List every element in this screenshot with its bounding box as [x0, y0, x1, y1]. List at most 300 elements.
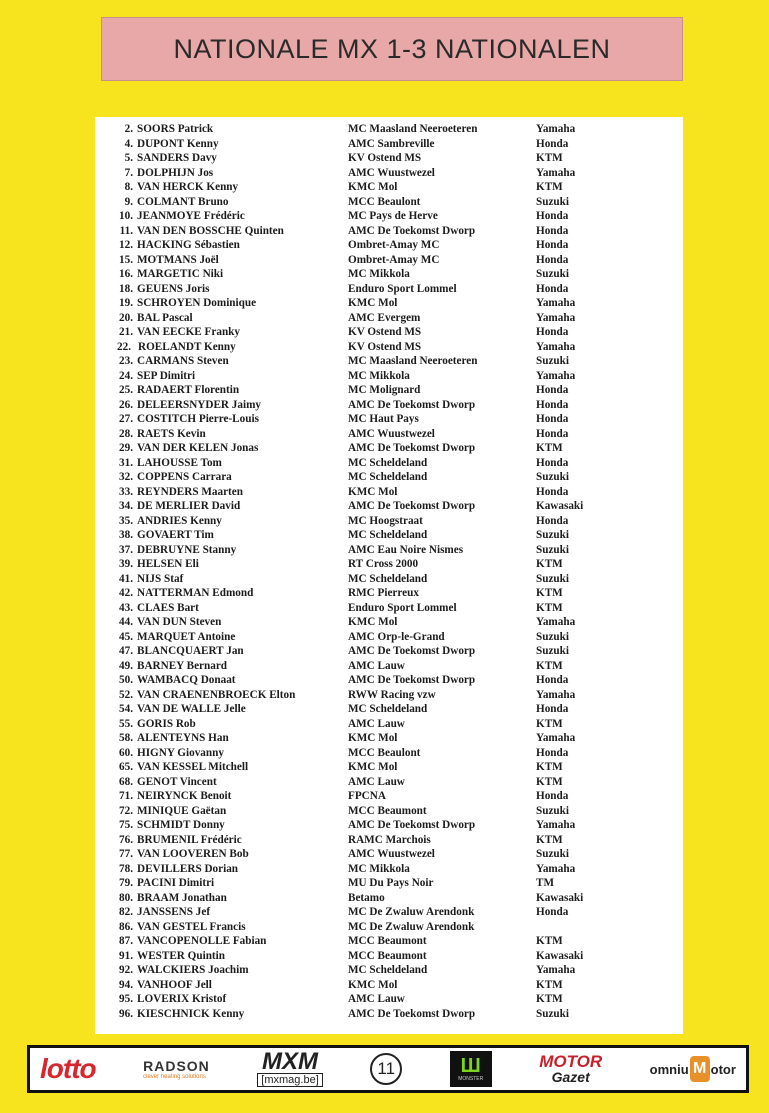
- rider-club: MU Du Pays Noir: [348, 877, 434, 889]
- rider-club: Enduro Sport Lommel: [348, 601, 457, 614]
- rider-name: DOLPHIJN Jos: [137, 166, 214, 179]
- rider-club: MC Molignard: [348, 384, 421, 396]
- rider-number: 7.: [124, 166, 133, 179]
- rider-row: [95, 673, 683, 688]
- rider-name: JANSSENS Jef: [137, 906, 211, 918]
- rider-row: [95, 731, 683, 746]
- rider-list-sheet: [95, 117, 683, 1034]
- page-title: NATIONALE MX 1-3 NATIONALEN: [173, 33, 611, 64]
- rider-row: [95, 325, 683, 340]
- rider-number: 55.: [119, 717, 133, 730]
- rider-number: 87.: [119, 935, 133, 947]
- rider-name: HIGNY Giovanny: [137, 746, 224, 759]
- sponsor-bar: [27, 1045, 749, 1093]
- rider-number: 39.: [119, 558, 133, 570]
- rider-number: 43.: [119, 601, 133, 614]
- rider-name: LAHOUSSE Tom: [137, 456, 222, 469]
- rider-club: MC Maasland Neeroeteren: [348, 355, 478, 367]
- rider-row: [95, 949, 683, 964]
- rider-brand: Honda: [536, 282, 569, 295]
- rider-brand: Yamaha: [536, 616, 576, 628]
- omnium-motor-logo: [650, 1056, 736, 1082]
- rider-number: 35.: [119, 514, 133, 527]
- rider-row: [95, 934, 683, 949]
- rider-brand: Yamaha: [536, 166, 576, 179]
- rider-brand: KTM: [536, 181, 563, 193]
- rider-club: MCC Beaumont: [348, 935, 427, 947]
- rider-club: MC Mikkola: [348, 862, 410, 875]
- rider-row: [95, 1007, 683, 1022]
- rider-brand: KTM: [536, 442, 563, 454]
- rider-name: ANDRIES Kenny: [137, 514, 222, 527]
- rider-brand: Kawasaki: [536, 949, 584, 962]
- rider-brand: Honda: [536, 253, 569, 266]
- rider-brand: Kawasaki: [536, 891, 584, 904]
- rider-row: [95, 702, 683, 717]
- rider-brand: Yamaha: [536, 819, 576, 831]
- rider-club: MCC Beaumont: [348, 804, 427, 817]
- rider-club: AMC Orp-le-Grand: [348, 630, 445, 643]
- rider-row: [95, 209, 683, 224]
- rider-name: DELEERSNYDER Jaimy: [137, 398, 262, 411]
- rider-row: [95, 760, 683, 775]
- rider-name: GEUENS Joris: [137, 282, 210, 295]
- rider-brand: Suzuki: [536, 572, 569, 585]
- rider-row: [95, 441, 683, 456]
- rider-row: [95, 746, 683, 761]
- rider-brand: Honda: [536, 456, 569, 469]
- rider-list: [95, 122, 683, 1021]
- rider-row: [95, 717, 683, 732]
- rider-club: MC Maasland Neeroeteren: [348, 123, 478, 135]
- rider-club: MC De Zwaluw Arendonk: [348, 920, 475, 933]
- rider-number: 49.: [119, 659, 133, 672]
- rider-row: [95, 862, 683, 877]
- rider-number: 52.: [119, 688, 133, 701]
- rider-row: [95, 586, 683, 601]
- rider-number: 71.: [119, 790, 133, 802]
- rider-row: [95, 282, 683, 297]
- rider-row: [95, 557, 683, 572]
- rider-row: [95, 804, 683, 819]
- rider-club: AMC Evergem: [348, 311, 421, 324]
- rider-club: AMC De Toekomst Dworp: [348, 398, 476, 411]
- rider-brand: KTM: [536, 587, 563, 599]
- rider-club: MC Scheldeland: [348, 529, 428, 541]
- rider-name: NATTERMAN Edmond: [137, 587, 254, 599]
- rider-name: VANCOPENOLLE Fabian: [137, 935, 267, 947]
- rider-club: MC Haut Pays: [348, 413, 419, 425]
- rider-number: 68.: [119, 775, 133, 788]
- rider-brand: Yamaha: [536, 311, 576, 324]
- rider-name: SEP Dimitri: [137, 369, 196, 382]
- rider-row: [95, 891, 683, 906]
- rider-brand: Honda: [536, 224, 569, 237]
- rider-name: ROELANDT Kenny: [138, 340, 236, 353]
- rider-club: AMC De Toekomst Dworp: [348, 674, 476, 686]
- rider-name: GOVAERT Tim: [137, 529, 214, 541]
- rider-row: [95, 847, 683, 862]
- rider-club: MC Scheldeland: [348, 456, 428, 469]
- rider-brand: KTM: [536, 978, 563, 991]
- rider-club: KMC Mol: [348, 181, 398, 193]
- mxm-logo: [257, 1048, 322, 1087]
- rider-number: 95.: [119, 993, 133, 1005]
- rider-name: MARQUET Antoine: [137, 630, 236, 643]
- rider-number: 23.: [119, 355, 133, 367]
- rider-name: NIJS Staf: [137, 572, 184, 585]
- rider-brand: KTM: [536, 993, 563, 1005]
- omnium-m-badge: M: [690, 1056, 710, 1082]
- rider-brand: Suzuki: [536, 804, 569, 817]
- rider-name: MARGETIC Niki: [137, 268, 224, 280]
- rider-number: 21.: [119, 326, 133, 338]
- rider-row: [95, 775, 683, 790]
- rider-club: AMC De Toekomst Dworp: [348, 224, 476, 237]
- page-number: 11: [370, 1053, 402, 1085]
- rider-name: DE MERLIER David: [137, 500, 241, 512]
- rider-brand: Yamaha: [536, 732, 576, 744]
- rider-number: 79.: [119, 877, 133, 889]
- rider-club: Enduro Sport Lommel: [348, 282, 457, 295]
- rider-brand: Honda: [536, 398, 569, 411]
- rider-number: 58.: [119, 732, 133, 744]
- rider-brand: Honda: [536, 239, 569, 251]
- rider-club: AMC De Toekomst Dworp: [348, 645, 476, 657]
- rider-row: [95, 920, 683, 935]
- mxm-site: [mxmag.be]: [257, 1073, 322, 1087]
- rider-name: CLAES Bart: [137, 601, 199, 614]
- rider-row: [95, 311, 683, 326]
- rider-name: PACINI Dimitri: [137, 877, 215, 889]
- rider-row: [95, 528, 683, 543]
- rider-name: VAN KESSEL Mitchell: [137, 761, 249, 773]
- rider-number: 41.: [119, 572, 133, 585]
- rider-name: GENOT Vincent: [137, 775, 217, 788]
- rider-row: [95, 499, 683, 514]
- rider-name: BLANCQUAERT Jan: [137, 645, 244, 657]
- rider-club: KMC Mol: [348, 485, 398, 498]
- rider-club: RT Cross 2000: [348, 558, 419, 570]
- rider-club: AMC Sambreville: [348, 137, 435, 150]
- rider-name: MOTMANS Joël: [137, 253, 219, 266]
- rider-row: [95, 427, 683, 442]
- rider-row: [95, 572, 683, 587]
- rider-number: 20.: [119, 311, 133, 324]
- rider-name: HACKING Sébastien: [137, 239, 240, 251]
- rider-name: LOVERIX Kristof: [137, 993, 227, 1005]
- rider-club: AMC Lauw: [348, 659, 405, 672]
- rider-name: CARMANS Steven: [137, 355, 229, 367]
- rider-brand: KTM: [536, 601, 563, 614]
- rider-brand: Honda: [536, 746, 569, 759]
- rider-row: [95, 122, 683, 137]
- rider-club: MC Scheldeland: [348, 572, 428, 585]
- rider-number: 12.: [119, 239, 133, 251]
- rider-brand: Honda: [536, 210, 569, 222]
- rider-number: 76.: [119, 833, 133, 846]
- rider-number: 26.: [119, 398, 133, 411]
- rider-brand: KTM: [536, 558, 563, 570]
- rider-row: [95, 166, 683, 181]
- rider-row: [95, 818, 683, 833]
- rider-row: [95, 992, 683, 1007]
- rider-club: RMC Pierreux: [348, 587, 419, 599]
- rider-club: AMC Wuustwezel: [348, 848, 435, 860]
- rider-row: [95, 833, 683, 848]
- rider-brand: Suzuki: [536, 529, 569, 541]
- rider-brand: Honda: [536, 790, 569, 802]
- rider-name: SOORS Patrick: [137, 123, 214, 135]
- rider-club: FPCNA: [348, 790, 386, 802]
- rider-number: 33.: [119, 485, 133, 498]
- rider-number: 38.: [119, 529, 133, 541]
- rider-brand: Honda: [536, 906, 569, 918]
- rider-row: [95, 978, 683, 993]
- title-banner: [101, 17, 683, 81]
- rider-row: [95, 180, 683, 195]
- rider-name: BRUMENIL Frédéric: [137, 833, 242, 846]
- rider-club: MC Hoogstraat: [348, 514, 423, 527]
- rider-brand: Honda: [536, 413, 569, 425]
- lotto-logo: lotto: [40, 1053, 96, 1084]
- rider-row: [95, 543, 683, 558]
- rider-name: SCHROYEN Dominique: [137, 297, 257, 309]
- rider-number: 72.: [119, 804, 133, 817]
- rider-name: ALENTEYNS Han: [137, 732, 229, 744]
- rider-number: 31.: [119, 456, 133, 469]
- rider-name: SANDERS Davy: [137, 152, 217, 164]
- rider-number: 24.: [119, 369, 133, 382]
- rider-row: [95, 354, 683, 369]
- rider-number: 27.: [119, 413, 133, 425]
- rider-number: 96.: [119, 1007, 133, 1020]
- rider-club: AMC Lauw: [348, 717, 405, 730]
- monster-logo: [450, 1051, 492, 1087]
- rider-brand: Honda: [536, 514, 569, 527]
- rider-brand: Honda: [536, 703, 569, 715]
- rider-row: [95, 383, 683, 398]
- rider-name: VAN DUN Steven: [137, 616, 222, 628]
- rider-club: MCC Beaulont: [348, 746, 421, 759]
- rider-club: AMC Lauw: [348, 775, 405, 788]
- rider-brand: Honda: [536, 137, 569, 150]
- rider-club: KMC Mol: [348, 732, 398, 744]
- rider-club: KV Ostend MS: [348, 326, 422, 338]
- rider-row: [95, 340, 683, 355]
- rider-number: 34.: [119, 500, 133, 512]
- rider-row: [95, 963, 683, 978]
- rider-name: HELSEN Eli: [137, 558, 199, 570]
- rider-brand: Suzuki: [536, 543, 569, 556]
- rider-row: [95, 412, 683, 427]
- rider-club: RWW Racing vzw: [348, 688, 436, 701]
- rider-name: VAN GESTEL Francis: [137, 920, 246, 933]
- rider-number: 37.: [119, 543, 133, 556]
- rider-number: 4.: [124, 137, 133, 150]
- rider-club: KMC Mol: [348, 761, 398, 773]
- rider-number: 47.: [119, 645, 133, 657]
- rider-number: 94.: [119, 978, 133, 991]
- rider-club: MC Mikkola: [348, 268, 410, 280]
- rider-club: KV Ostend MS: [348, 152, 422, 164]
- rider-club: AMC De Toekomst Dworp: [348, 819, 476, 831]
- rider-club: AMC De Toekomst Dworp: [348, 442, 476, 454]
- rider-number: 16.: [119, 268, 133, 280]
- rider-name: VAN EECKE Franky: [137, 326, 240, 338]
- rider-row: [95, 905, 683, 920]
- rider-name: JEANMOYE Frédéric: [137, 210, 245, 222]
- rider-brand: KTM: [536, 775, 563, 788]
- rider-number: 60.: [119, 746, 133, 759]
- mxm-wordmark: MXM: [262, 1048, 319, 1075]
- rider-club: KMC Mol: [348, 297, 398, 309]
- rider-name: VAN HERCK Kenny: [137, 181, 239, 193]
- rider-number: 78.: [119, 862, 133, 875]
- rider-club: KV Ostend MS: [348, 340, 422, 353]
- radson-wordmark: RADSON: [143, 1058, 210, 1074]
- monster-claw-icon: Ш: [460, 1055, 481, 1077]
- rider-row: [95, 151, 683, 166]
- rider-club: AMC De Toekomst Dworp: [348, 1007, 476, 1020]
- rider-number: 19.: [119, 297, 133, 309]
- rider-number: 80.: [119, 891, 133, 904]
- rider-number: 18.: [119, 282, 133, 295]
- rider-brand: Honda: [536, 384, 569, 396]
- rider-brand: Suzuki: [536, 195, 569, 208]
- rider-brand: KTM: [536, 152, 563, 164]
- rider-club: Ombret-Amay MC: [348, 253, 440, 266]
- rider-number: 8.: [124, 181, 133, 193]
- rider-brand: Suzuki: [536, 630, 569, 643]
- rider-brand: Yamaha: [536, 340, 576, 353]
- rider-brand: Suzuki: [536, 355, 569, 367]
- radson-logo: [143, 1058, 210, 1080]
- rider-row: [95, 398, 683, 413]
- rider-club: MC Scheldeland: [348, 703, 428, 715]
- rider-row: [95, 296, 683, 311]
- radson-tagline: clever heating solutions: [143, 1074, 206, 1080]
- rider-row: [95, 644, 683, 659]
- rider-club: MC Scheldeland: [348, 964, 428, 976]
- rider-name: NEIRYNCK Benoit: [137, 790, 232, 802]
- rider-row: [95, 470, 683, 485]
- rider-row: [95, 195, 683, 210]
- rider-club: MC Pays de Herve: [348, 210, 438, 222]
- rider-name: WAMBACQ Donaat: [137, 674, 236, 686]
- rider-row: [95, 267, 683, 282]
- rider-number: 15.: [119, 253, 133, 266]
- rider-name: BARNEY Bernard: [137, 659, 228, 672]
- rider-brand: Yamaha: [536, 297, 576, 309]
- rider-brand: Suzuki: [536, 1007, 569, 1020]
- rider-row: [95, 253, 683, 268]
- rider-number: 11.: [119, 224, 133, 237]
- rider-club: AMC Wuustwezel: [348, 427, 435, 440]
- rider-number: 86.: [119, 920, 133, 933]
- rider-club: MC De Zwaluw Arendonk: [348, 906, 475, 918]
- rider-name: VAN DER KELEN Jonas: [137, 442, 259, 454]
- rider-row: [95, 137, 683, 152]
- rider-club: MCC Beaumont: [348, 949, 427, 962]
- rider-row: [95, 224, 683, 239]
- rider-row: [95, 485, 683, 500]
- rider-brand: KTM: [536, 833, 563, 846]
- rider-number: 9.: [124, 195, 133, 208]
- rider-row: [95, 601, 683, 616]
- rider-brand: Honda: [536, 427, 569, 440]
- rider-number: 28.: [119, 427, 133, 440]
- rider-brand: Honda: [536, 485, 569, 498]
- rider-name: VANHOOF Jell: [137, 978, 212, 991]
- rider-brand: Honda: [536, 674, 569, 686]
- rider-brand: TM: [536, 877, 555, 889]
- rider-brand: Yamaha: [536, 369, 576, 382]
- rider-name: REYNDERS Maarten: [137, 485, 243, 498]
- rider-number: 42.: [119, 587, 133, 599]
- rider-name: COSTITCH Pierre-Louis: [137, 413, 259, 425]
- rider-brand: Suzuki: [536, 268, 569, 280]
- omnium-suffix: otor: [710, 1061, 736, 1077]
- rider-number: 25.: [119, 384, 133, 396]
- monster-wordmark: MONSTER: [458, 1076, 484, 1082]
- rider-number: 45.: [119, 630, 133, 643]
- rider-row: [95, 630, 683, 645]
- rider-row: [95, 789, 683, 804]
- rider-number: 91.: [119, 949, 133, 962]
- rider-club: MC Scheldeland: [348, 471, 428, 483]
- rider-name: KIESCHNICK Kenny: [137, 1007, 245, 1020]
- rider-row: [95, 238, 683, 253]
- rider-club: KMC Mol: [348, 978, 398, 991]
- rider-number: 77.: [119, 848, 133, 860]
- rider-number: 50.: [119, 674, 133, 686]
- rider-club: MCC Beaulont: [348, 195, 421, 208]
- rider-number: 10.: [119, 210, 133, 222]
- rider-number: 75.: [119, 819, 133, 831]
- rider-club: Betamo: [348, 891, 385, 904]
- rider-brand: Kawasaki: [536, 500, 584, 512]
- rider-name: WALCKIERS Joachim: [137, 964, 249, 976]
- rider-club: AMC Lauw: [348, 993, 405, 1005]
- rider-brand: Honda: [536, 326, 569, 338]
- rider-brand: Yamaha: [536, 688, 576, 701]
- rider-brand: Yamaha: [536, 123, 576, 135]
- rider-name: COLMANT Bruno: [137, 195, 229, 208]
- motor-gazet-logo: [539, 1054, 602, 1084]
- rider-name: BRAAM Jonathan: [137, 891, 227, 904]
- rider-row: [95, 876, 683, 891]
- rider-number: 82.: [119, 906, 133, 918]
- rider-name: SCHMIDT Donny: [137, 819, 225, 831]
- rider-number: 65.: [119, 761, 133, 773]
- gazet-wordmark: Gazet: [551, 1069, 590, 1085]
- rider-club: MC Mikkola: [348, 369, 410, 382]
- rider-brand: Yamaha: [536, 862, 576, 875]
- rider-number: 29.: [119, 442, 133, 454]
- rider-number: 92.: [119, 964, 133, 976]
- rider-club: AMC Wuustwezel: [348, 166, 435, 179]
- rider-name: VAN DE WALLE Jelle: [137, 703, 246, 715]
- motor-wordmark: MOTOR: [539, 1052, 603, 1071]
- rider-name: WESTER Quintin: [137, 949, 225, 962]
- rider-name: RAETS Kevin: [137, 427, 206, 440]
- rider-name: VAN LOOVEREN Bob: [137, 848, 249, 860]
- rider-number: 32.: [119, 471, 133, 483]
- rider-brand: KTM: [536, 935, 563, 947]
- rider-number: 22.: [117, 340, 131, 353]
- rider-row: [95, 688, 683, 703]
